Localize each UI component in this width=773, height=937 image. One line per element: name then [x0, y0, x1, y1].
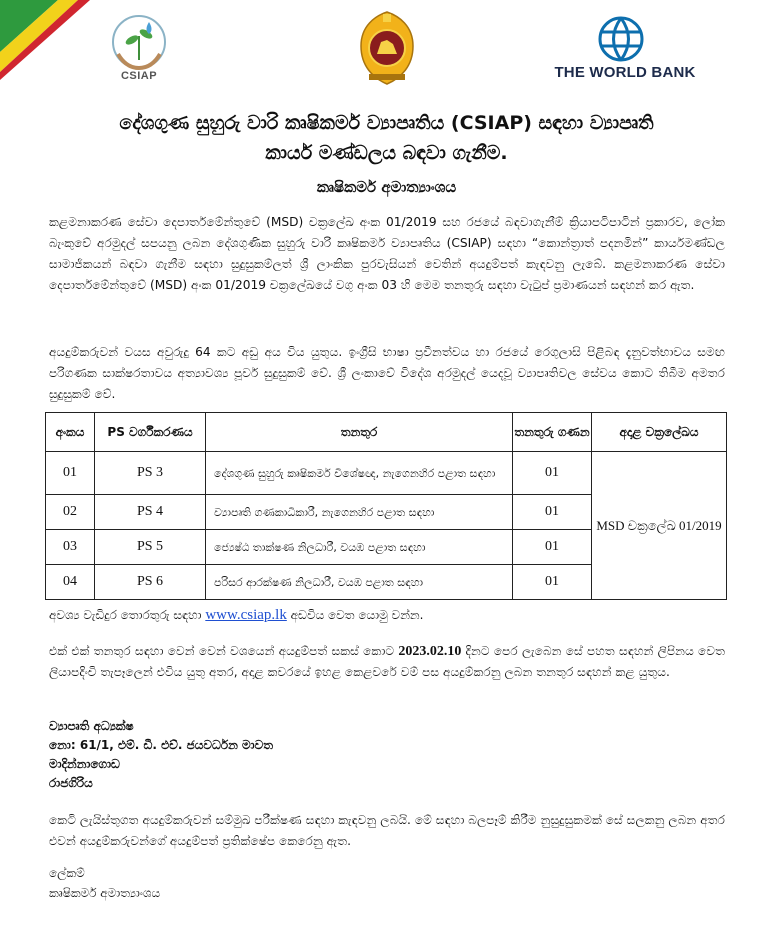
paragraph-intro: කළමනාකරණ සේවා දෙපාර්තමේන්තුවේ (MSD) චක්‍රලේඛ අංක 01/2019 සහ රජයේ බඳවාගැනීම් ක්‍රියාපටිපාටින් ප්‍රකාරව, ලෝක බැංකුවේ අරමුදල් සපයනු ලබන දේශගුණික සුහුරු වාරි කෘෂිකර්ම ව්‍යාපෘතිය (CSIAP) සඳහා “කොන්ත්‍රාත් පදනමින්” කාර්යමණ්ඩල සාමාජිකයන් බඳවා ගැනීම සඳහා සුදුසුකම්ලත් ශ්‍රී ලාංකික පුරවැසියන් වෙතින් අයදුම්පත් කැඳවනු ලැබේ. කළමනාකරණ සේවා දෙපාර්තමේන්තුවේ (MSD) අංක 01/2019 චක්‍රලේඛයේ වගු අංක 03 හි මෙම තනතුරු සඳහා වැටුප් ප්‍රමාණයන් සඳහන් කර ඇත. [49, 215, 725, 292]
paragraph-application [49, 641, 725, 683]
row-count: 01 [513, 495, 592, 530]
csiap-logo-icon [108, 10, 170, 96]
row-post: දේශගුණ සුහුරු කෘෂිකර්ම විශේෂඥ, නැගෙනහිර පළාත සඳහා [206, 452, 513, 495]
header-post: තනතුර [206, 413, 513, 452]
ministry-heading: කෘෂිකර්ම අමාත්‍යාංශය [316, 178, 457, 196]
header-no: අංකය [46, 413, 95, 452]
address-line-1: ව්‍යාපෘති අධ්‍යක්ෂ [49, 719, 134, 733]
header [0, 0, 773, 100]
address-line-3: මාදින්නාගොඩ [49, 757, 120, 771]
address-line-2: නො: 61/1, එම්. ඩී. එච්. ජයවර්ධන මාවත [49, 738, 274, 752]
signature-block [49, 863, 160, 903]
postal-address [49, 717, 273, 793]
address-line-4: රාජගිරිය [49, 776, 93, 790]
application-text-before: එක් එක් තනතුර සඳහා වෙන් වෙන් වශයෙන් අයදුම්පත් සකස් කොට [49, 644, 395, 658]
row-no: 03 [46, 530, 95, 565]
row-circular: MSD චක්‍රලේඛ 01/2019 [592, 452, 727, 600]
info-prefix: අවශ්‍ය වැඩිදුර තොරතුරු සඳහා [49, 608, 202, 622]
header-count: තනතුරු ගණන [513, 413, 592, 452]
signature-title: ලේකම් [49, 866, 85, 880]
row-no: 01 [46, 452, 95, 495]
table-header-row [46, 413, 727, 452]
row-post: ව්‍යාපෘති ගණකාධිකාරී, නැගෙනහිර පළාත සඳහා [206, 495, 513, 530]
world-bank-globe-icon [598, 16, 644, 62]
row-post: ජ්‍යෙෂ්ඨ තාක්ෂණ නිලධාරී, වයඹ පළාත සඳහා [206, 530, 513, 565]
table-row [46, 452, 727, 495]
row-ps: PS 6 [95, 565, 206, 600]
row-count: 01 [513, 530, 592, 565]
title-line-1: දේශගුණ සුහුරු වාරි කෘෂිකර්ම ව්‍යාපෘතිය (CSIAP) සඳහා ව්‍යාපෘති [119, 112, 654, 134]
csiap-logo-text: CSIAP [120, 70, 158, 82]
row-ps: PS 4 [95, 495, 206, 530]
header-ps-class: PS වර්ගීකරණය [95, 413, 206, 452]
row-count: 01 [513, 565, 592, 600]
posts-table [45, 412, 727, 600]
info-suffix: අඩවිය වෙත යොමු වන්න. [290, 608, 424, 622]
application-text-after: දිනට පෙර ලැබෙන සේ පහත සඳහන් ලිපිනය වෙත ලියාපදිංචි තැපෑලෙන් එවිය යුතු අතර, අදාළ කවරයේ ඉහළ කෙළවරේ වම් පස අයදුම්කරනු ලබන තනතුර සඳහන් කළ යුතුය. [49, 644, 726, 679]
signature-ministry: කෘෂිකර්ම අමාත්‍යාංශය [49, 886, 161, 900]
website-link[interactable]: www.csiap.lk [205, 607, 287, 623]
row-no: 02 [46, 495, 95, 530]
row-ps: PS 5 [95, 530, 206, 565]
sri-lanka-emblem-icon [355, 10, 419, 86]
row-post: පරිසර ආරක්ෂණ නිලධාරී, වයඹ පළාත සඳහා [206, 565, 513, 600]
row-count: 01 [513, 452, 592, 495]
world-bank-text: THE WORLD BANK [554, 64, 696, 81]
page-title [40, 108, 733, 168]
paragraph-interview: කෙටි ලැයිස්තුගත අයදුම්කරුවන් සම්මුඛ පරීක්ෂණ සඳහා කැඳවනු ලබයි. මේ සඳහා බලපෑම් කිරීම නුසුදුසුකමක් සේ සලකනු ලබන අතර එවන් අයදුම්කරුවන්ගේ අයදුම්පත් ප්‍රතික්ෂේප කෙරෙනු ඇත. [49, 813, 725, 848]
paragraph-eligibility: අයදුම්කරුවන් වයස අවුරුදු 64 කට අඩු අය විය යුතුය. ඉංග්‍රීසි භාෂා ප්‍රවීනත්වය හා රජයේ රෙගුලාසි පිළිබඳ දැනුවත්භාවය සමඟ පරිගණක සාක්ෂරතාවය අත්‍යාවශ්‍ය පූර්ව සුදුසුකම් වේ. ශ්‍රී ලංකාවේ විදේශ අරමුදල් යෙදවූ ව්‍යාපෘතිවල සේවය කොට තිබීම අමතර සුදුසුකම් වේ. [49, 345, 725, 401]
info-line [49, 607, 424, 624]
row-no: 04 [46, 565, 95, 600]
header-circular: අදාළ චක්‍රලේඛය [592, 413, 727, 452]
row-ps: PS 3 [95, 452, 206, 495]
title-line-2: කාර්ය මණ්ඩලය බඳවා ගැනීම. [265, 142, 508, 164]
congo-flag-corner-icon [0, 0, 90, 80]
closing-date: 2023.02.10 [398, 644, 462, 659]
